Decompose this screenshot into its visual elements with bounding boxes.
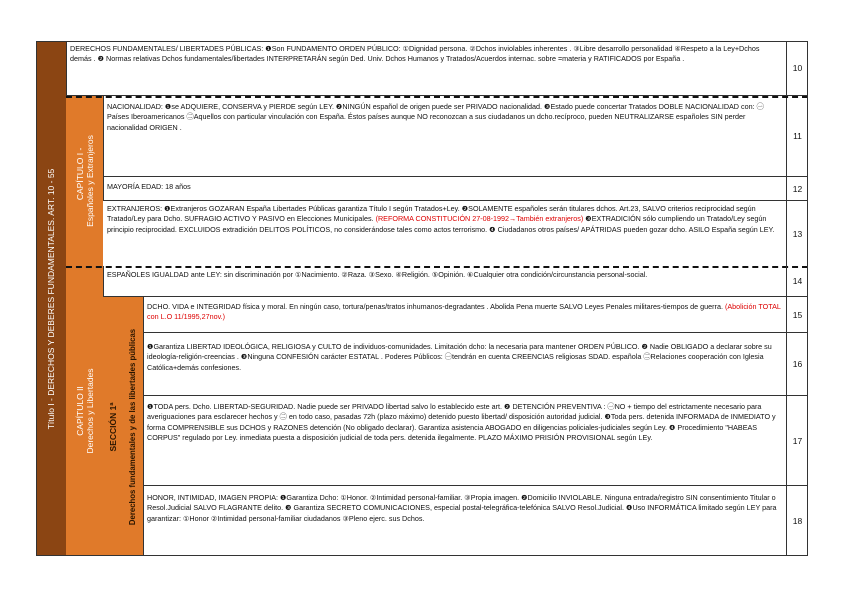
art-12-number: 12: [786, 177, 808, 200]
capitulo-2-column: [66, 266, 104, 556]
art-15-main: DCHO. VIDA e INTEGRIDAD física y moral. En ningún caso, tortura/penas/tratos inhumanos-degradantes . Abolida Pena muerte SALVO Leyes Penales militares-tiempos de guerra.: [147, 302, 723, 311]
art-15-abolition-note: (Abolición TOTAL con L.O 11/1995,27nov.): [147, 302, 781, 322]
row-art-13-body: [103, 201, 808, 266]
capitulo-1-column: [66, 96, 104, 266]
art-16-number: 16: [786, 333, 808, 395]
art-10-text: DERECHOS FUNDAMENTALES/ LIBERTADES PÚBLICAS: ❶Son FUNDAMENTO ORDEN PÚBLICO: ①Dignidad persona. ②Dchos inviolables inherentes . ③Libre desarrollo personalidad ④Respeto a la Ley+Dchos demás . ❷ Normas relativas Dchos fundamentales/libertades INTERPRETARÁN según Ded. Univ. Dchos Humanos y Tratados/Acuerdos internac. sobre =materia y RATIFICADOS por España .: [70, 44, 760, 64]
art-13-main: EXTRANJEROS: ❶Extranjeros GOZARAN España Libertades Públicas garantiza Título I según Tratados+Ley. ❷SOLAMENTE españoles serán titulares dchos. Art.23, SALVO criterios reciprocidad según Tratado/Ley para Dcho. SUFRAGIO ACTIVO Y PASIVO en Elecciones Municipales.: [107, 204, 756, 224]
art-17-number: 17: [786, 396, 808, 485]
art-15-text: [143, 299, 786, 326]
seccion-sub-label: Derechos fundamentales y de las libertades públicas: [128, 328, 137, 525]
art-13-number: 13: [786, 201, 808, 266]
capitulo-2-label: [75, 368, 95, 453]
row-art-17: [143, 396, 808, 486]
art-11-text: NACIONALIDAD: ❶se ADQUIERE, CONSERVA y PIERDE según LEY. ❷NINGÚN español de origen puede ser PRIVADO nacionalidad. ❸Estado puede concertar Tratados DOBLE NACIONALIDAD con: ㊀Países Iberoamericanos ㊁Aquellos con particular vinculación con España. Éstos países aunque NO reconozcan a sus ciudadanos un dcho.recíproco, pueden NEUTRALIZARSE españoles SIN perder nacionalidad ORIGEN .: [107, 102, 764, 132]
art-13-text: [103, 201, 786, 266]
row-art-12: [103, 177, 808, 201]
art-12-text: MAYORÍA EDAD: 18 años: [107, 182, 191, 191]
art-11-number: 11: [786, 96, 808, 176]
titulo-column: [36, 41, 67, 556]
capitulo-2-text: CAPÍTULO II Derechos y Libertades: [74, 368, 95, 454]
row-art-18: [143, 486, 808, 556]
art-13-reform-note: (REFORMA CONSTITUCIÓN 27-08-1992→También extranjeros): [375, 214, 584, 224]
row-art-11: [103, 96, 808, 177]
row-art-10: [66, 41, 808, 96]
art-17-text: ❶TODA pers. Dcho. LIBERTAD-SEGURIDAD. Nadie puede ser PRIVADO libertad salvo lo establecido este art. ❷ DETENCIÓN PREVENTIVA : ㊀NO + tiempo del estrictamente necesario para averiguaciones para esclarecer hechos y ㊁ en todo caso, pasadas 72h (plazo máximo) detenido puesto libertad/ disposición autoridad judicial. ❸Toda pers. detenida INFORMADA de INMEDIATO y forma COMPRENSIBLE sus DCHOS y RAZONES detención (No obligado declarar). Garantiza asistencia ABOGADO en diligencias policiales-judiciales según Ley. ❹ Procedimiento "HABEAS CORPUS" regulado por Ley. inmediata puesta a disposición judicial de toda pers. detenida ilegalmente. PLAZO MÁXIMO PRISIÓN PROVISIONAL según LEy.: [147, 402, 776, 443]
art-18-text: HONOR, INTIMIDAD, IMAGEN PROPIA: ❶Garantiza Dcho: ①Honor. ②Intimidad personal-familiar. ③Propia imagen. ❷Domicilio INVIOLABLE. Ninguna entrada/registro SIN consentimiento Titular o Resol.Judicial SALVO FLAGRANTE delito. ❸ Garantiza SECRETO COMUNICACIONES, especial postal-telegráfica-telefónica SALVO Resol.Judicial. ❹Uso INFORMÁTICA limitado según LEY para garantizar: ①Honor ②Intimidad personal-familiar ciudadanos ③Pleno ejerc. sus Dchos.: [147, 493, 777, 523]
constitution-summary-table: [36, 41, 808, 556]
capitulo-1-text: CAPÍTULO I - Españoles y Extranjeros: [74, 135, 95, 227]
art-15-number: 15: [786, 297, 808, 332]
art-14-text: ESPAÑOLES IGUALDAD ante LEY: sin discriminación por ①Nacimiento. ②Raza. ③Sexo. ④Religión. ⑤Opinión. ⑥Cualquier otra condición/circunstancia personal-social.: [107, 270, 648, 279]
row-art-16: [143, 333, 808, 396]
art-13-extradition: ❸EXTRADICIÓN sólo cumpliendo un Tratado/Ley según principio reciprocidad. EXCLUIDOS extradición DELITOS POLÍTICOS, no considerándose tales como actos terrorismo. ❹ Ciudadanos otros países/ APÁTRIDAS pueden gozar dcho. ASILO España según LEY.: [107, 214, 775, 234]
art-16-text: ❶Garantiza LIBERTAD IDEOLÓGICA, RELIGIOSA y CULTO de individuos-comunidades. Limitación dcho: la necesaria para mantener ORDEN PÚBLICO. ❷ Nadie OBLIGADO a declarar sobre su ideología-religión-creencias . ❸Ninguna CONFESIÓN carácter ESTATAL . Poderes Públicos: ㊀tendrán en cuenta CREENCIAS religiosas SDAD. española ㊁Relaciones cooperación con Iglesia Católica+demás confesiones.: [147, 342, 772, 372]
row-art-15: [143, 297, 808, 333]
chapter-1-top-divider: [66, 96, 808, 98]
art-10-number: 10: [786, 41, 808, 95]
row-art-14: [103, 266, 808, 297]
art-18-number: 18: [786, 486, 808, 556]
art-14-number: 14: [786, 266, 808, 296]
capitulo-1-label: [65, 135, 105, 227]
titulo-label: Título I - DERECHOS Y DEBERES FUNDAMENTALES. ART. 10 - 55: [46, 168, 56, 429]
seccion-sub-column: [123, 297, 144, 556]
seccion-label: SECCIÓN 1ª: [108, 402, 118, 451]
seccion-column: [103, 297, 124, 556]
